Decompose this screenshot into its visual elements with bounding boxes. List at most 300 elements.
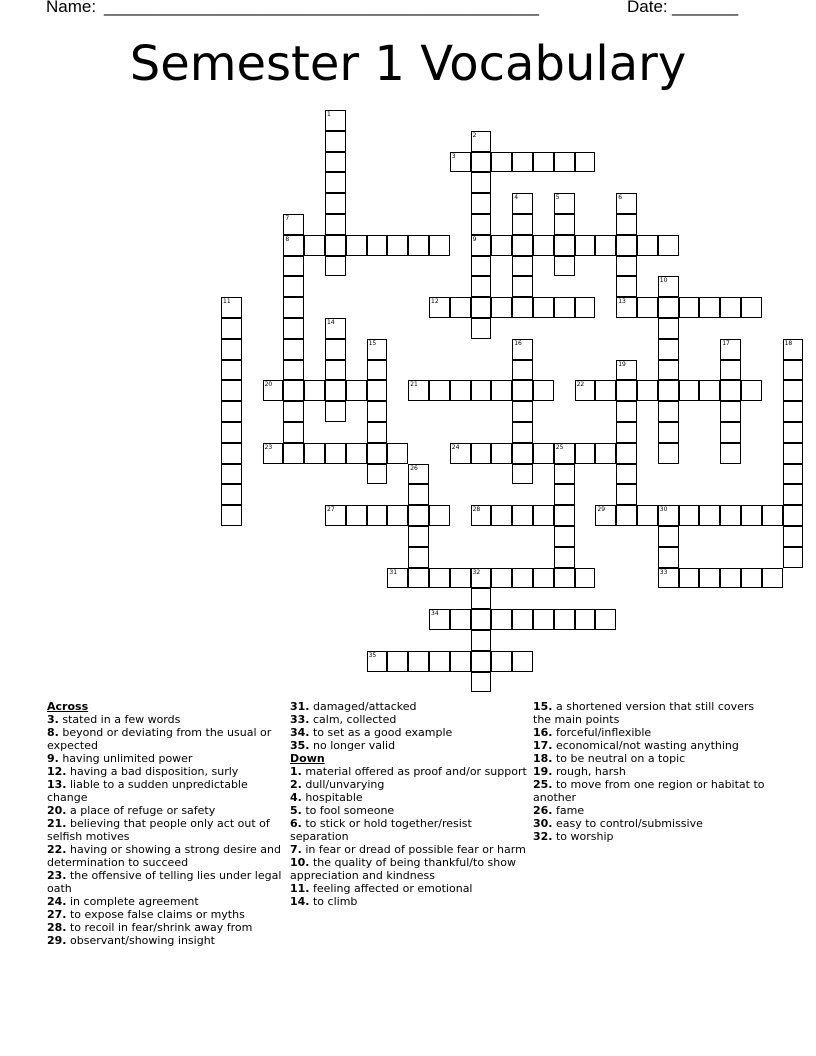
clue-text: the offensive of telling lies under legal oath (47, 869, 282, 895)
crossword-cell[interactable] (616, 360, 637, 381)
crossword-cell[interactable] (283, 422, 304, 443)
crossword-cell[interactable] (595, 235, 616, 256)
crossword-cell[interactable] (429, 609, 450, 630)
crossword-cell[interactable] (429, 568, 450, 589)
crossword-cell[interactable] (575, 152, 596, 173)
crossword-cell[interactable] (471, 588, 492, 609)
crossword-cell[interactable] (471, 505, 492, 526)
clue-label-number: 23. (47, 869, 67, 882)
crossword-cell[interactable] (554, 547, 575, 568)
crossword-cell[interactable] (658, 422, 679, 443)
crossword-cell[interactable] (471, 651, 492, 672)
crossword-cell[interactable] (554, 256, 575, 277)
crossword-cell[interactable] (491, 568, 512, 589)
crossword-cell[interactable] (575, 568, 596, 589)
clue-number: 5 (555, 194, 560, 202)
crossword-cell[interactable] (221, 464, 242, 485)
crossword-cell[interactable] (367, 339, 388, 360)
crossword-cell[interactable] (512, 568, 533, 589)
crossword-cell[interactable] (658, 360, 679, 381)
clue-item (47, 713, 285, 726)
crossword-cell[interactable] (325, 152, 346, 173)
crossword-cell[interactable] (533, 609, 554, 630)
crossword-cell[interactable] (325, 193, 346, 214)
crossword-cell[interactable] (471, 152, 492, 173)
crossword-cell[interactable] (658, 505, 679, 526)
clue-text: a shortened version that still covers the main points (533, 700, 755, 726)
clue-item (290, 713, 528, 726)
crossword-cell[interactable] (512, 339, 533, 360)
clue-item (533, 700, 771, 726)
crossword-cell[interactable] (491, 235, 512, 256)
crossword-cell[interactable] (471, 380, 492, 401)
crossword-cell[interactable] (616, 380, 637, 401)
crossword-cell[interactable] (325, 131, 346, 152)
crossword-cell[interactable] (658, 547, 679, 568)
crossword-cell[interactable] (450, 443, 471, 464)
clue-label-number: 10. (290, 856, 310, 869)
clue-text: to stick or hold together/resist separation (290, 817, 472, 843)
clue-item (47, 778, 285, 804)
crossword-cell[interactable] (616, 235, 637, 256)
crossword-cell[interactable] (408, 484, 429, 505)
clue-label-number: 31. (290, 700, 310, 713)
crossword-cell[interactable] (283, 380, 304, 401)
crossword-cell[interactable] (491, 152, 512, 173)
date-label: Date: (627, 0, 668, 16)
crossword-cell[interactable] (616, 256, 637, 277)
crossword-cell[interactable] (616, 276, 637, 297)
crossword-cell[interactable] (387, 651, 408, 672)
crossword-cell[interactable] (450, 651, 471, 672)
crossword-cell[interactable] (720, 505, 741, 526)
crossword-cell[interactable] (471, 235, 492, 256)
crossword-cell[interactable] (658, 297, 679, 318)
crossword-cell[interactable] (283, 401, 304, 422)
crossword-cell[interactable] (658, 380, 679, 401)
crossword-cell[interactable] (616, 443, 637, 464)
crossword-cell[interactable] (575, 235, 596, 256)
clue-label-number: 1. (290, 765, 302, 778)
crossword-cell[interactable] (221, 339, 242, 360)
clue-number: 33 (659, 568, 668, 576)
crossword-cell[interactable] (221, 505, 242, 526)
crossword-cell[interactable] (616, 505, 637, 526)
crossword-cell[interactable] (616, 484, 637, 505)
clue-label-number: 26. (533, 804, 553, 817)
crossword-cell[interactable] (616, 214, 637, 235)
crossword-cell[interactable] (408, 235, 429, 256)
crossword-cell[interactable] (575, 380, 596, 401)
crossword-cell[interactable] (512, 443, 533, 464)
clue-number: 26 (410, 464, 418, 472)
crossword-cell[interactable] (720, 380, 741, 401)
clue-label-number: 18. (533, 752, 553, 765)
crossword-cell[interactable] (783, 526, 804, 547)
crossword-cell[interactable] (408, 651, 429, 672)
crossword-cell[interactable] (491, 297, 512, 318)
clue-item (533, 739, 771, 752)
date-field[interactable]: _______ (672, 0, 739, 16)
crossword-cell[interactable] (658, 235, 679, 256)
clue-label-number: 29. (47, 934, 67, 947)
crossword-cell[interactable] (512, 401, 533, 422)
crossword-cell[interactable] (408, 464, 429, 485)
clue-label-number: 17. (533, 739, 553, 752)
crossword-cell[interactable] (325, 172, 346, 193)
crossword-cell[interactable] (512, 256, 533, 277)
crossword-cell[interactable] (325, 339, 346, 360)
crossword-cell[interactable] (325, 214, 346, 235)
crossword-cell[interactable] (699, 505, 720, 526)
clue-text: the quality of being thankful/to show appreciation and kindness (290, 856, 516, 882)
crossword-cell[interactable] (471, 256, 492, 277)
crossword-cell[interactable] (367, 651, 388, 672)
clue-label-number: 8. (47, 726, 59, 739)
crossword-cell[interactable] (720, 339, 741, 360)
crossword-cell[interactable] (367, 443, 388, 464)
crossword-cell[interactable] (679, 380, 700, 401)
crossword-cell[interactable] (471, 297, 492, 318)
crossword-cell[interactable] (325, 380, 346, 401)
name-field[interactable]: ______________________________________________ (104, 0, 539, 16)
crossword-cell[interactable] (783, 401, 804, 422)
crossword-cell[interactable] (512, 609, 533, 630)
crossword-cell[interactable] (679, 297, 700, 318)
crossword-cell[interactable] (658, 526, 679, 547)
crossword-cell[interactable] (658, 443, 679, 464)
crossword-cell[interactable] (554, 235, 575, 256)
clue-number: 18 (784, 339, 793, 347)
clue-number: 19 (618, 360, 626, 368)
crossword-cell[interactable] (699, 380, 720, 401)
crossword-cell[interactable] (346, 505, 367, 526)
crossword-cell[interactable] (429, 505, 450, 526)
crossword-cell[interactable] (741, 505, 762, 526)
crossword-cell[interactable] (783, 547, 804, 568)
clues-column-1 (47, 700, 285, 947)
crossword-cell[interactable] (221, 360, 242, 381)
clue-label-number: 34. (290, 726, 310, 739)
crossword-cell[interactable] (512, 297, 533, 318)
crossword-cell[interactable] (346, 380, 367, 401)
crossword-cell[interactable] (346, 443, 367, 464)
crossword-cell[interactable] (471, 609, 492, 630)
crossword-cell[interactable] (491, 380, 512, 401)
crossword-cell[interactable] (720, 443, 741, 464)
clue-label-number: 32. (533, 830, 553, 843)
clue-item (533, 726, 771, 739)
crossword-cell[interactable] (512, 214, 533, 235)
crossword-cell[interactable] (429, 235, 450, 256)
clue-text: rough, harsh (552, 765, 626, 778)
crossword-cell[interactable] (429, 297, 450, 318)
crossword-cell[interactable] (741, 380, 762, 401)
crossword-cell[interactable] (554, 484, 575, 505)
crossword-cell[interactable] (512, 464, 533, 485)
crossword-cell[interactable] (367, 235, 388, 256)
clue-label-number: 9. (47, 752, 59, 765)
crossword-cell[interactable] (367, 360, 388, 381)
crossword-cell[interactable] (283, 297, 304, 318)
crossword-cell[interactable] (304, 443, 325, 464)
crossword-cell[interactable] (283, 360, 304, 381)
crossword-cell[interactable] (658, 276, 679, 297)
crossword-cell[interactable] (512, 360, 533, 381)
crossword-cell[interactable] (699, 297, 720, 318)
crossword-cell[interactable] (346, 235, 367, 256)
crossword-cell[interactable] (720, 360, 741, 381)
crossword-cell[interactable] (783, 339, 804, 360)
crossword-cell[interactable] (471, 214, 492, 235)
clue-item (290, 817, 528, 843)
crossword-cell[interactable] (408, 547, 429, 568)
crossword-cell[interactable] (387, 443, 408, 464)
crossword-cell[interactable] (554, 152, 575, 173)
crossword-cell[interactable] (554, 568, 575, 589)
crossword-cell[interactable] (699, 568, 720, 589)
crossword-cell[interactable] (471, 443, 492, 464)
crossword-cell[interactable] (554, 526, 575, 547)
crossword-cell[interactable] (762, 568, 783, 589)
crossword-cell[interactable] (367, 401, 388, 422)
crossword-cell[interactable] (512, 651, 533, 672)
crossword-cell[interactable] (533, 297, 554, 318)
clue-number: 27 (327, 506, 335, 514)
crossword-cell[interactable] (325, 235, 346, 256)
crossword-cell[interactable] (450, 380, 471, 401)
clue-number: 22 (576, 381, 585, 389)
crossword-cell[interactable] (283, 235, 304, 256)
crossword-cell[interactable] (283, 276, 304, 297)
crossword-cell[interactable] (658, 339, 679, 360)
crossword-cell[interactable] (283, 256, 304, 277)
clue-label-number: 33. (290, 713, 310, 726)
crossword-cell[interactable] (367, 422, 388, 443)
crossword-cell[interactable] (616, 401, 637, 422)
clue-item (47, 817, 285, 843)
crossword-cell[interactable] (783, 505, 804, 526)
crossword-cell[interactable] (283, 214, 304, 235)
crossword-cell[interactable] (408, 380, 429, 401)
clue-number: 14 (327, 319, 335, 326)
crossword-cell[interactable] (450, 297, 471, 318)
crossword-cell[interactable] (221, 401, 242, 422)
crossword-cell[interactable] (367, 380, 388, 401)
crossword-cell[interactable] (658, 568, 679, 589)
clue-label-number: 4. (290, 791, 302, 804)
crossword-cell[interactable] (783, 443, 804, 464)
clue-number: 23 (264, 443, 273, 451)
crossword-cell[interactable] (658, 401, 679, 422)
crossword-cell[interactable] (616, 297, 637, 318)
crossword-cell[interactable] (325, 110, 346, 131)
crossword-cell[interactable] (679, 505, 700, 526)
crossword-cell[interactable] (637, 380, 658, 401)
crossword-cell[interactable] (720, 422, 741, 443)
crossword-cell[interactable] (595, 443, 616, 464)
crossword-cell[interactable] (720, 401, 741, 422)
crossword-cell[interactable] (512, 152, 533, 173)
crossword-cell[interactable] (575, 297, 596, 318)
crossword-cell[interactable] (304, 235, 325, 256)
crossword-cell[interactable] (367, 464, 388, 485)
clue-label-number: 11. (290, 882, 310, 895)
crossword-cell[interactable] (263, 443, 284, 464)
crossword-cell[interactable] (720, 297, 741, 318)
crossword-cell[interactable] (512, 235, 533, 256)
crossword-cell[interactable] (637, 505, 658, 526)
clue-item (47, 895, 285, 908)
name-label: Name: (46, 0, 97, 16)
crossword-cell[interactable] (554, 464, 575, 485)
crossword-cell[interactable] (783, 422, 804, 443)
clue-number: 6 (618, 194, 623, 202)
crossword-cell[interactable] (616, 193, 637, 214)
crossword-cell[interactable] (471, 630, 492, 651)
crossword-cell[interactable] (471, 172, 492, 193)
crossword-cell[interactable] (471, 131, 492, 152)
crossword-cell[interactable] (554, 193, 575, 214)
crossword-cell[interactable] (408, 526, 429, 547)
crossword-cell[interactable] (616, 464, 637, 485)
crossword-cell[interactable] (325, 443, 346, 464)
crossword-cell[interactable] (512, 422, 533, 443)
crossword-cell[interactable] (679, 568, 700, 589)
crossword-cell[interactable] (408, 568, 429, 589)
clue-item (533, 817, 771, 830)
crossword-cell[interactable] (554, 609, 575, 630)
crossword-cell[interactable] (450, 609, 471, 630)
crossword-cell[interactable] (325, 256, 346, 277)
crossword-cell[interactable] (471, 568, 492, 589)
crossword-cell[interactable] (471, 193, 492, 214)
crossword-cell[interactable] (263, 380, 284, 401)
clue-number: 3 (451, 152, 456, 160)
crossword-cell[interactable] (491, 443, 512, 464)
clue-number: 8 (285, 235, 290, 243)
crossword-cell[interactable] (554, 505, 575, 526)
clue-text: to move from one region or habitat to another (533, 778, 765, 804)
crossword-cell[interactable] (429, 651, 450, 672)
crossword-cell[interactable] (533, 152, 554, 173)
crossword-cell[interactable] (283, 318, 304, 339)
clue-item (47, 934, 285, 947)
crossword-cell[interactable] (512, 505, 533, 526)
crossword-cell[interactable] (783, 380, 804, 401)
clue-item (533, 804, 771, 817)
clue-text: to expose false claims or myths (66, 908, 245, 921)
crossword-cell[interactable] (533, 505, 554, 526)
crossword-cell[interactable] (783, 464, 804, 485)
crossword-cell[interactable] (616, 422, 637, 443)
crossword-cell[interactable] (533, 443, 554, 464)
clue-text: to fool someone (301, 804, 395, 817)
clue-number: 34 (431, 610, 439, 618)
clue-number: 12 (431, 298, 439, 306)
crossword-cell[interactable] (429, 380, 450, 401)
crossword-cell[interactable] (637, 235, 658, 256)
crossword-cell[interactable] (595, 609, 616, 630)
crossword-cell[interactable] (283, 443, 304, 464)
crossword-cell[interactable] (304, 380, 325, 401)
crossword-cell[interactable] (762, 505, 783, 526)
crossword-cell[interactable] (533, 568, 554, 589)
crossword-cell[interactable] (720, 568, 741, 589)
crossword-cell[interactable] (367, 505, 388, 526)
crossword-cell[interactable] (533, 235, 554, 256)
crossword-cell[interactable] (450, 568, 471, 589)
crossword-cell[interactable] (221, 443, 242, 464)
crossword-cell[interactable] (554, 214, 575, 235)
clue-number: 11 (223, 298, 231, 306)
crossword-cell[interactable] (658, 318, 679, 339)
clue-number: 7 (285, 215, 290, 222)
crossword-cell[interactable] (533, 380, 554, 401)
crossword-cell[interactable] (221, 422, 242, 443)
crossword-cell[interactable] (221, 318, 242, 339)
clue-item (290, 895, 528, 908)
clue-text: liable to a sudden unpredictable change (47, 778, 248, 804)
clue-number: 28 (472, 506, 481, 514)
crossword-cell[interactable] (450, 152, 471, 173)
crossword-cell[interactable] (471, 276, 492, 297)
clue-text: easy to control/submissive (552, 817, 703, 830)
clue-label-number: 28. (47, 921, 67, 934)
crossword-cell[interactable] (471, 318, 492, 339)
crossword-cell[interactable] (512, 380, 533, 401)
crossword-cell[interactable] (512, 193, 533, 214)
crossword-cell[interactable] (741, 297, 762, 318)
crossword-cell[interactable] (325, 505, 346, 526)
crossword-cell[interactable] (595, 505, 616, 526)
crossword-cell[interactable] (325, 318, 346, 339)
clue-number: 24 (451, 443, 460, 451)
crossword-cell[interactable] (471, 672, 492, 693)
crossword-cell[interactable] (325, 360, 346, 381)
clue-item (47, 726, 285, 752)
crossword-cell[interactable] (554, 297, 575, 318)
crossword-cell[interactable] (491, 609, 512, 630)
crossword-cell[interactable] (325, 401, 346, 422)
crossword-cell[interactable] (741, 568, 762, 589)
crossword-cell[interactable] (221, 484, 242, 505)
crossword-cell[interactable] (387, 568, 408, 589)
crossword-cell[interactable] (595, 380, 616, 401)
crossword-cell[interactable] (221, 297, 242, 318)
clue-number: 35 (368, 651, 377, 659)
crossword-cell[interactable] (408, 505, 429, 526)
clue-item (290, 804, 528, 817)
crossword-cell[interactable] (637, 297, 658, 318)
clue-item (47, 752, 285, 765)
clue-text: believing that people only act out of selfish motives (47, 817, 270, 843)
clue-section-heading: Across (47, 700, 89, 713)
crossword-cell[interactable] (575, 609, 596, 630)
crossword-cell[interactable] (283, 339, 304, 360)
crossword-cell[interactable] (387, 505, 408, 526)
crossword-cell[interactable] (554, 443, 575, 464)
crossword-cell[interactable] (783, 484, 804, 505)
crossword-cell[interactable] (575, 443, 596, 464)
crossword-cell[interactable] (512, 276, 533, 297)
crossword-cell[interactable] (491, 505, 512, 526)
crossword-cell[interactable] (491, 651, 512, 672)
clue-text: to climb (309, 895, 358, 908)
crossword-cell[interactable] (783, 360, 804, 381)
crossword-cell[interactable] (387, 235, 408, 256)
crossword-cell[interactable] (221, 380, 242, 401)
